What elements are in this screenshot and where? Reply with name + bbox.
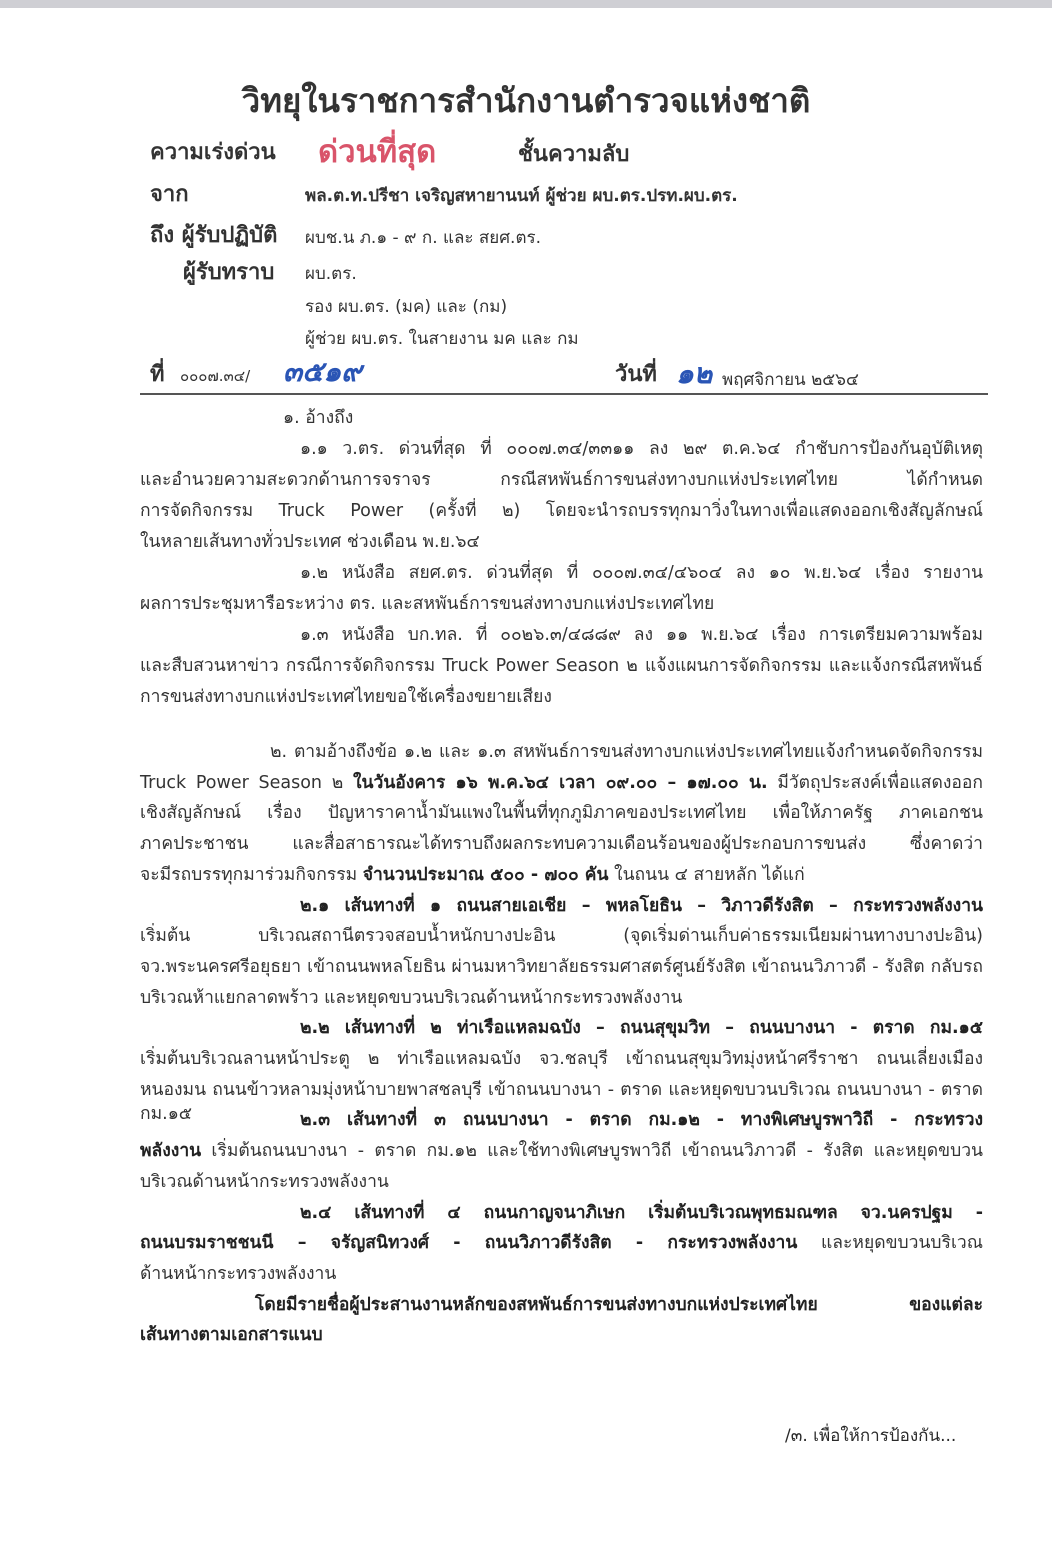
text-run: ผลการประชุมหารือระหว่าง ตร. และสหพันธ์การขนส่งทางบกแห่งประเทศไทย — [140, 594, 715, 614]
bold-text: ๒.๔ เส้นทางที่ ๔ ถนนกาญจนาภิเษก เริ่มต้นบริเวณพุทธมณฑล จว.นครปฐม - — [300, 1202, 983, 1223]
bold-text: ๒.๒ เส้นทางที่ ๒ ท่าเรือแหลมฉบัง – ถนนสุขุมวิท – ถนนบางนา - ตราด กม.๑๕ — [300, 1018, 983, 1039]
body-line — [300, 1108, 983, 1132]
number-prefix: ๐๐๐๗.๓๔/ — [180, 367, 251, 385]
to-action-value: ผบช.น ภ.๑ - ๙ ก. และ สยศ.ตร. — [305, 228, 542, 248]
text-run: และหยุดขบวนบริเวณ — [797, 1233, 983, 1254]
text-run: การจัดกิจกรรม Truck Power (ครั้งที่ ๒) โดยจะนำรถบรรทุกมาวิ่งในทางเพื่อแสดงออกเชิงสัญลักษณ์ — [140, 501, 983, 521]
text-run: ด้านหน้ากระทรวงพลังงาน — [140, 1263, 337, 1284]
body-line — [140, 468, 983, 492]
body-line — [140, 685, 552, 709]
body-line — [140, 771, 983, 795]
document-title: วิทยุในราชการสำนักงานตำรวจแห่งชาติ — [241, 81, 811, 120]
body-line — [283, 406, 353, 430]
text-run: และสืบสวนหาข่าว กรณีการจัดกิจกรรม Truck Power Season ๒ แจ้งแผนการจัดกิจกรรม และแจ้งกรณีสหพันธ์ — [140, 656, 983, 676]
handwritten-day: ๑๒ — [676, 357, 713, 390]
viewer-top-bar — [0, 0, 1052, 8]
bold-text: เส้นทางตามเอกสารแนบ — [140, 1325, 323, 1346]
body-line — [140, 1047, 983, 1071]
body-line — [140, 1139, 983, 1163]
text-run: ๑.๒ หนังสือ สยศ.ตร. ด่วนที่สุด ที่ ๐๐๐๗.๓๔/๔๖๐๔ ลง ๑๐ พ.ย.๖๔ เรื่อง รายงาน — [300, 563, 983, 583]
text-run: หนองมน ถนนข้าวหลามมุ่งหน้าบายพาสชลบุรี เข้าถนนบางนา - ตราด และหยุดขบวนบริเวณ ถนนบางนา - ตราด กม.๑๕ — [140, 1079, 983, 1124]
body-line — [140, 530, 480, 554]
body-line — [140, 924, 983, 948]
bold-text: จำนวนประมาณ ๕๐๐ - ๗๐๐ คัน — [362, 864, 609, 885]
body-line — [300, 623, 983, 647]
to-info-value: รอง ผบ.ตร. (มค) และ (กม) — [305, 297, 508, 317]
text-run: ๒. ตามอ้างถึงข้อ ๑.๒ และ ๑.๓ สหพันธ์การขนส่งทางบกแห่งประเทศไทยแจ้งกำหนดจัดกิจกรรม — [270, 742, 983, 762]
text-run: ภาคประชาชน และสื่อสาธารณะได้ทราบถึงผลกระทบความเดือนร้อนของผู้ประกอบการขนส่ง ซึ่งคาดว่า — [140, 834, 983, 855]
header-divider — [140, 393, 988, 395]
continuation-note: /๓. เพื่อให้การป้องกัน... — [785, 1426, 957, 1446]
bold-text: ในวันอังคาร ๑๖ พ.ค.๖๔ เวลา ๐๙.๐๐ – ๑๗.๐๐ น. — [352, 772, 768, 793]
body-line — [140, 955, 983, 979]
text-run: และอำนวยความสะดวกด้านการจราจร กรณีสหพันธ์การขนส่งทางบกแห่งประเทศไทย ได้กำหนด — [140, 470, 983, 490]
body-line — [140, 832, 983, 856]
body-line — [140, 1170, 389, 1194]
urgency-label: ความเร่งด่วน — [150, 140, 276, 165]
text-run: ๑.๓ หนังสือ บก.ทล. ที่ ๐๐๒๖.๓/๔๘๘๙ ลง ๑๑ พ.ย.๖๔ เรื่อง การเตรียมความพร้อม — [300, 625, 983, 645]
text-run: ในถนน ๔ สายหลัก ได้แก่ — [608, 864, 805, 885]
text-run: เริ่มต้นถนนบางนา - ตราด กม.๑๒ และใช้ทางพิเศษบูรพาวิถี เข้าถนนวิภาวดี - รังสิต และหยุดขบวน — [201, 1141, 983, 1162]
bold-text: ๒.๑ เส้นทางที่ ๑ ถนนสายเอเชีย – พหลโยธิน – วิภาวดีรังสิต – กระทรวงพลังงาน — [300, 895, 983, 916]
date-label: วันที่ — [615, 362, 657, 387]
text-run: ในหลายเส้นทางทั่วประเทศ ช่วงเดือน พ.ย.๖๔ — [140, 532, 480, 552]
handwritten-number: ๓๕๑๙ — [283, 355, 362, 388]
text-run: ๑. อ้างถึง — [283, 408, 354, 428]
text-run: เชิงสัญลักษณ์ เรื่อง ปัญหาราคาน้ำมันแพงในพื้นที่ทุกภูมิภาคของประเทศไทย เพื่อให้ภาครัฐ ภาคเอกชน — [140, 803, 983, 824]
number-label: ที่ — [150, 362, 165, 387]
text-run: จะมีรถบรรทุกมาร่วมกิจกรรม — [140, 864, 363, 885]
bold-text: โดยมีรายชื่อผู้ประสานงานหลักของสหพันธ์การขนส่งทางบกแห่งประเทศไทย ของแต่ละ — [255, 1294, 983, 1315]
text-run: บริเวณห้าแยกลาดพร้าว และหยุดขบวนบริเวณด้านหน้ากระทรวงพลังงาน — [140, 987, 683, 1008]
body-line — [255, 1293, 983, 1317]
text-run: ๑.๑ ว.ตร. ด่วนที่สุด ที่ ๐๐๐๗.๓๔/๓๓๑๑ ลง ๒๙ ต.ค.๖๔ กำชับการป้องกันอุบัติเหตุ — [300, 439, 983, 459]
bold-text: ๒.๓ เส้นทางที่ ๓ ถนนบางนา - ตราด กม.๑๒ - ทางพิเศษบูรพาวิถี - กระทรวง — [300, 1110, 983, 1131]
text-run: Truck Power Season ๒ — [140, 772, 353, 793]
text-run: เริ่มต้น บริเวณสถานีตรวจสอบน้ำหนักบางปะอิน (จุดเริ่มด่านเก็บค่าธรรมเนียมผ่านทางบางปะอิน) — [140, 926, 983, 947]
body-line — [140, 654, 983, 678]
from-label: จาก — [150, 182, 189, 207]
body-line — [300, 1201, 983, 1225]
body-line — [140, 499, 983, 523]
urgency-stamp: ด่วนที่สุด — [318, 134, 437, 170]
body-line — [300, 894, 983, 918]
body-line — [140, 986, 682, 1010]
bold-text: ถนนบรมราชชนนี – จรัญสนิทวงศ์ - ถนนวิภาวดีรังสิต - กระทรวงพลังงาน — [140, 1233, 798, 1254]
body-line — [300, 1016, 983, 1040]
secrecy-label: ชั้นความลับ — [518, 142, 630, 167]
body-line — [140, 863, 805, 887]
bold-text: พลังงาน — [140, 1141, 202, 1162]
text-run: มีวัตถุประสงค์เพื่อแสดงออก — [767, 772, 984, 793]
body-line — [270, 740, 983, 764]
to-info-value: ผบ.ตร. — [305, 264, 357, 284]
to-info-value: ผู้ช่วย ผบ.ตร. ในสายงาน มค และ กม — [305, 329, 579, 349]
date-month-year: พฤศจิกายน ๒๕๖๔ — [722, 370, 859, 390]
body-line — [300, 561, 983, 585]
body-line — [140, 592, 714, 616]
text-run: การขนส่งทางบกแห่งประเทศไทยขอใช้เครื่องขยายเสียง — [140, 687, 552, 707]
body-line — [140, 1231, 983, 1255]
from-value: พล.ต.ท.ปรีชา เจริญสหายานนท์ ผู้ช่วย ผบ.ตร.ปรท.ผบ.ตร. — [305, 186, 738, 206]
body-line — [140, 1262, 336, 1286]
body-line — [140, 801, 983, 825]
to-action-label: ถึง ผู้รับปฏิบัติ — [150, 223, 278, 248]
text-run: จว.พระนครศรีอยุธยา เข้าถนนพหลโยธิน ผ่านมหาวิทยาลัยธรรมศาสตร์ศูนย์รังสิต เข้าถนนวิภาวดี - รังสิต กลับรถ — [140, 956, 983, 977]
body-line — [140, 1323, 323, 1347]
to-info-label: ผู้รับทราบ — [183, 260, 275, 285]
text-run: เริ่มต้นบริเวณลานหน้าประตู ๒ ท่าเรือแหลมฉบัง จว.ชลบุรี เข้าถนนสุขุมวิทมุ่งหน้าศรีราชา ถนนเลี่ยงเมือง — [140, 1049, 983, 1069]
text-run: บริเวณด้านหน้ากระทรวงพลังงาน — [140, 1171, 389, 1192]
body-line — [300, 437, 983, 461]
